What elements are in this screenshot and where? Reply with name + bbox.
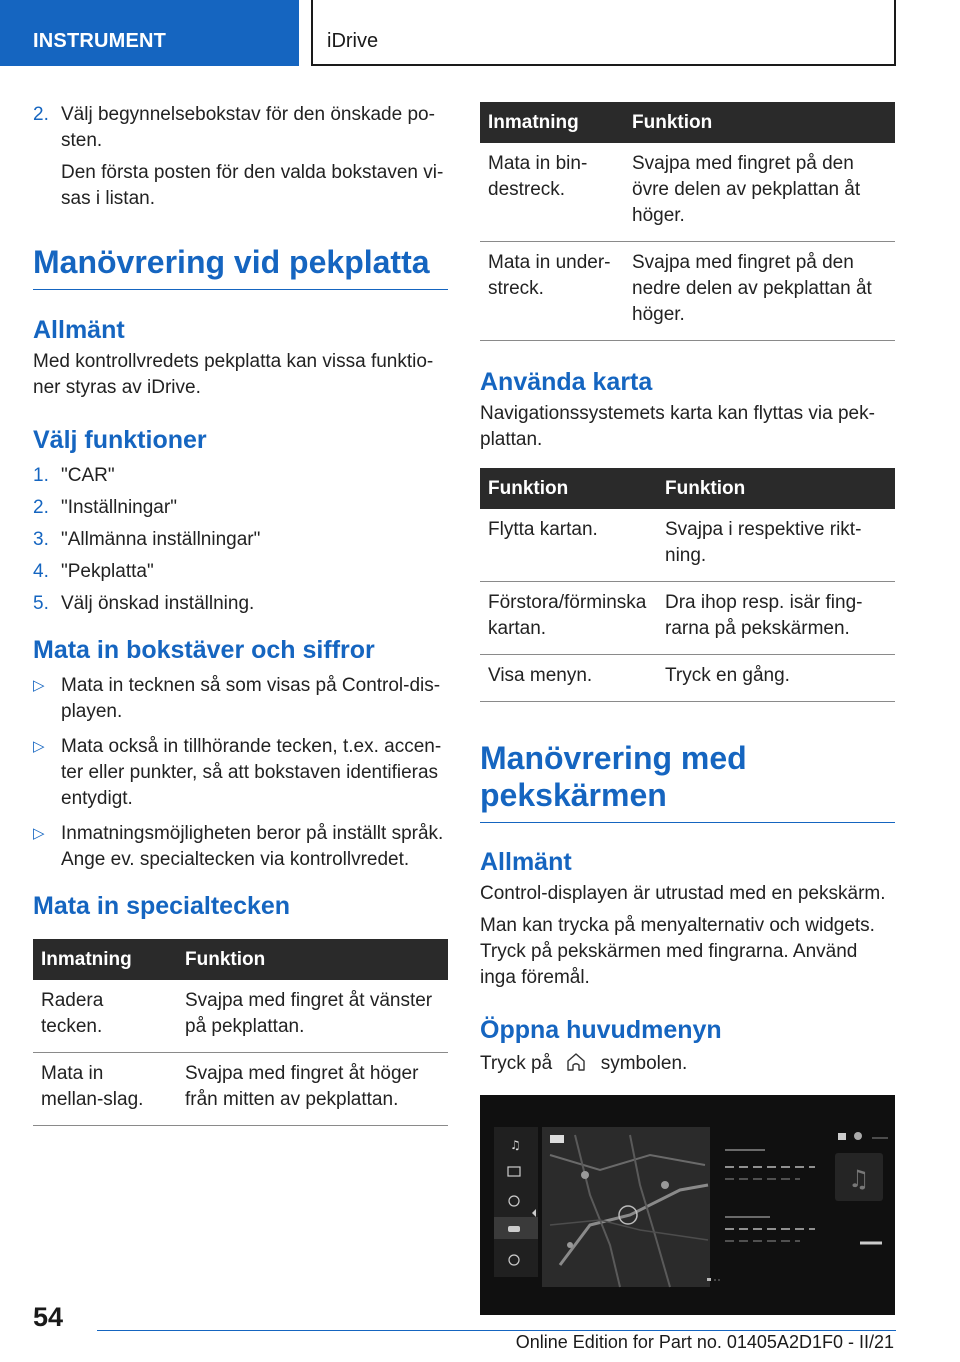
- list-item: [33, 673, 448, 725]
- table-header-cell: Inmatning: [480, 102, 624, 143]
- table-header-cell: Funktion: [624, 102, 895, 143]
- allmant-text-1: Control-displayen är utrustad med en pekskärm.: [480, 883, 886, 904]
- step-subtext: Den första posten för den valda bokstaven vi‐sas i listan.: [61, 162, 444, 209]
- table-row: [480, 242, 895, 341]
- triangle-bullet-icon: ▷: [33, 738, 45, 755]
- footer-edition: Online Edition for Part no. 01405A2D1F0 - II/21: [515, 1332, 894, 1352]
- step-text: "Allmänna inställningar": [61, 529, 261, 550]
- karta-table: [480, 468, 895, 702]
- table-header-cell: Funktion: [480, 468, 657, 509]
- allmant-text-2: Man kan trycka på menyalternativ och widgets. Tryck på pekskärmen med fingrarna. Använd inga föremål.: [480, 915, 875, 988]
- right-column: [480, 102, 895, 1315]
- intro-steps: [33, 102, 448, 212]
- table-cell: Mata in bin‐destreck.: [480, 143, 624, 242]
- table-cell: Dra ihop resp. isär fing‐rarna på pekskärmen.: [657, 582, 895, 655]
- table-cell: Svajpa med fingret åt höger från mitten av pekplattan.: [177, 1053, 448, 1126]
- valj-steps: [33, 463, 448, 617]
- left-column: [33, 102, 448, 1126]
- table-row: [480, 509, 895, 582]
- list-item: [33, 821, 448, 873]
- table-cell: Svajpa i respektive rikt‐ning.: [657, 509, 895, 582]
- table-cell: Svajpa med fingret på den nedre delen av pekplattan åt höger.: [624, 242, 895, 341]
- special-table: [33, 939, 448, 1126]
- header-chapter-label: iDrive: [327, 30, 379, 52]
- step-text: "Pekplatta": [61, 561, 154, 582]
- table-cell: Flytta kartan.: [480, 509, 657, 582]
- section-title-touchpad: Manövrering vid pekplatta: [33, 244, 448, 290]
- table-row: [480, 582, 895, 655]
- table-header-row: [33, 939, 448, 980]
- table-row: [33, 1053, 448, 1126]
- item-text: Mata också in tillhörande tecken, t.ex. accen‐ter eller punkter, så att bokstaven identifieras entydigt.: [61, 736, 442, 809]
- table-cell: Tryck en gång.: [657, 655, 895, 702]
- header-chapter-box: [311, 0, 896, 66]
- heading-allmant: Allmänt: [33, 316, 125, 344]
- table-cell: Förstora/förminska kartan.: [480, 582, 657, 655]
- step-number: 2.: [33, 497, 49, 518]
- table-row: [480, 655, 895, 702]
- table-header-row: [480, 102, 895, 143]
- table-cell: Mata in under‐streck.: [480, 242, 624, 341]
- heading-specialtecken: Mata in specialtecken: [33, 892, 291, 920]
- svg-text:♫: ♫: [510, 1138, 521, 1152]
- svg-text:♫: ♫: [848, 1165, 870, 1193]
- table-header-row: [480, 468, 895, 509]
- step-number: 3.: [33, 529, 49, 550]
- heading-mata-in: Mata in bokstäver och siffror: [33, 636, 375, 664]
- oppna-text-before: Tryck på: [480, 1053, 553, 1074]
- input-table: [480, 102, 895, 341]
- table-cell: Radera tecken.: [33, 980, 177, 1053]
- list-item: [33, 495, 448, 521]
- oppna-text: [480, 1051, 895, 1077]
- footer-divider: [97, 1330, 896, 1331]
- triangle-bullet-icon: ▷: [33, 677, 45, 694]
- control-display-illustration: [480, 1095, 895, 1315]
- karta-text: Navigationssystemets karta kan flyttas via pek‐plattan.: [480, 403, 875, 450]
- list-item: [33, 734, 448, 812]
- list-item: [33, 559, 448, 585]
- heading-valj-funktioner: Välj funktioner: [33, 426, 207, 454]
- table-header-cell: Inmatning: [33, 939, 177, 980]
- home-icon: [565, 1051, 587, 1073]
- step-text: "CAR": [61, 465, 115, 486]
- step-text: Välj önskad inställning.: [61, 593, 255, 614]
- table-row: [33, 980, 448, 1053]
- step-text: Välj begynnelsebokstav för den önskade po‐sten.: [61, 104, 435, 151]
- step-number: 2.: [33, 104, 49, 125]
- item-text: Mata in tecknen så som visas på Control-dis‐playen.: [61, 675, 441, 722]
- allmant-text: Med kontrollvredets pekplatta kan vissa funktio‐ner styras av iDrive.: [33, 351, 434, 398]
- control-display-screenshot: [480, 1095, 895, 1315]
- table-row: [480, 143, 895, 242]
- triangle-bullet-icon: ▷: [33, 825, 45, 842]
- table-header-cell: Funktion: [657, 468, 895, 509]
- table-cell: Visa menyn.: [480, 655, 657, 702]
- heading-allmant-2: Allmänt: [480, 848, 572, 876]
- list-item: [33, 463, 448, 489]
- header-section-label: INSTRUMENT: [33, 30, 167, 52]
- table-header-cell: Funktion: [177, 939, 448, 980]
- list-item: [33, 527, 448, 553]
- step-number: 1.: [33, 465, 49, 486]
- list-item: [33, 591, 448, 617]
- section-title-touchscreen: Manövrering med pekskärmen: [480, 740, 895, 823]
- step-number: 4.: [33, 561, 49, 582]
- header-section-tab: [0, 0, 299, 66]
- mata-items: [33, 673, 448, 873]
- step-text: "Inställningar": [61, 497, 177, 518]
- heading-oppna-huvudmenyn: Öppna huvudmenyn: [480, 1016, 722, 1044]
- table-cell: Svajpa med fingret åt vänster på pekplattan.: [177, 980, 448, 1053]
- item-text: Inmatningsmöjligheten beror på inställt språk. Ange ev. specialtecken via kontrollvredet.: [61, 823, 444, 870]
- table-cell: Mata in mellan‐slag.: [33, 1053, 177, 1126]
- heading-anvanda-karta: Använda karta: [480, 368, 653, 396]
- oppna-text-after: symbolen.: [600, 1053, 688, 1074]
- list-item: [33, 102, 448, 212]
- step-number: 5.: [33, 593, 49, 614]
- table-cell: Svajpa med fingret på den övre delen av pekplattan åt höger.: [624, 143, 895, 242]
- page-number: 54: [33, 1302, 64, 1332]
